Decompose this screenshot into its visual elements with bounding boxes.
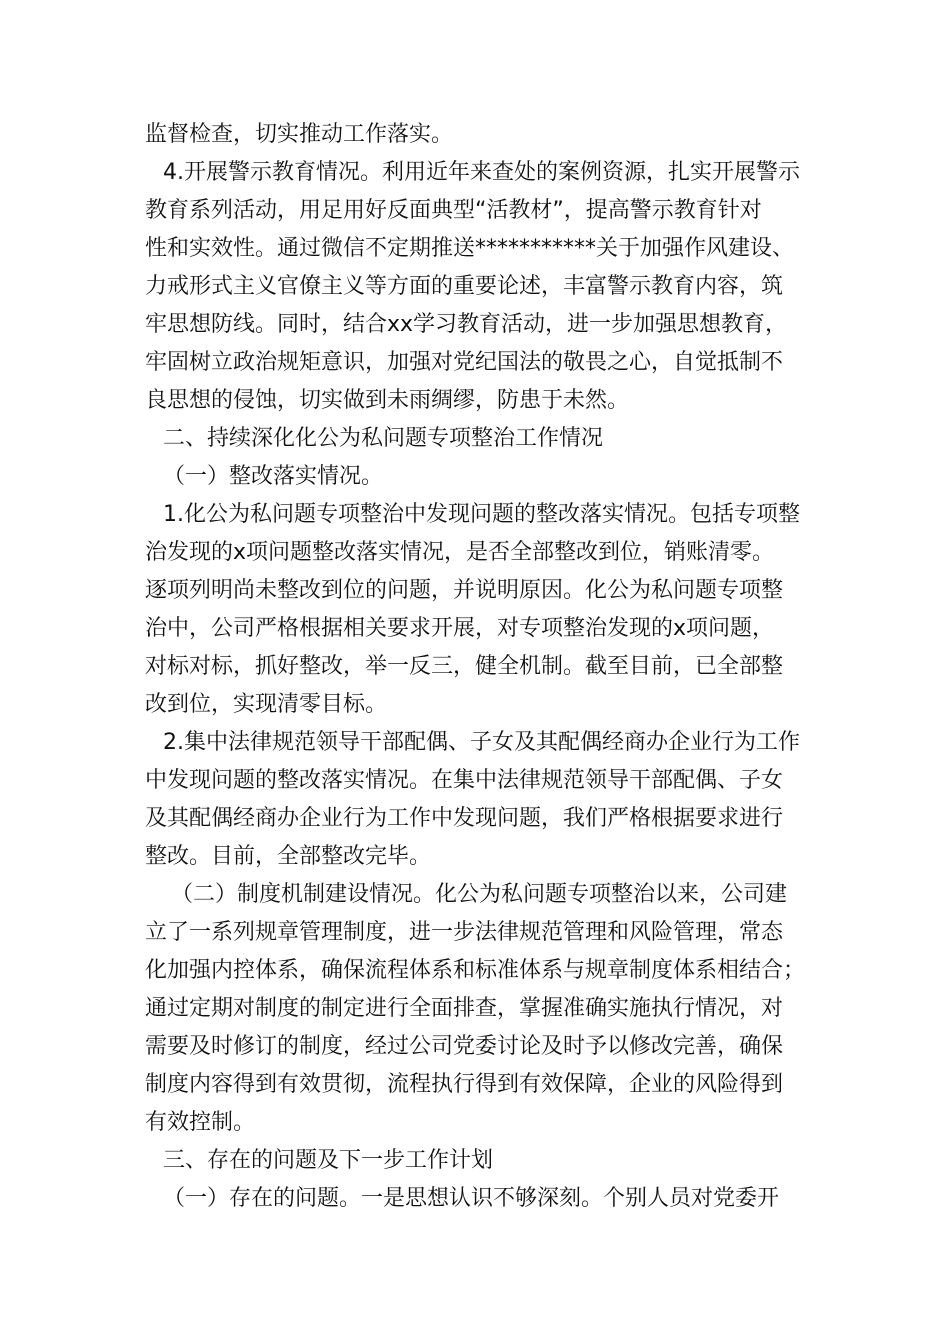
subsection-heading: （一）存在的问题。一是思想认识不够深刻。个别人员对党委开	[163, 1186, 780, 1211]
text-line: 良思想的侵蚀，切实做到未雨绸缪，防患于未然。	[145, 388, 630, 413]
text-line: 4.开展警示教育情况。利用近年来查处的案例资源，扎实开展警示	[163, 160, 800, 185]
text-line: 治中，公司严格根据相关要求开展，对专项整治发现的x项问题，	[145, 616, 775, 641]
text-line: 治发现的x项问题整改落实情况，是否全部整改到位，销账清零。	[145, 540, 775, 565]
text-line: 改到位，实现清零目标。	[145, 692, 388, 717]
text-line: 监督检查，切实推动工作落实。	[145, 122, 454, 147]
text-line: 牢思想防线。同时，结合xx学习教育活动，进一步加强思想教育，	[145, 312, 788, 337]
text-line: 教育系列活动，用足用好反面典型“活教材”，提高警示教育针对	[145, 198, 762, 223]
text-line: 1.化公为私问题专项整治中发现问题的整改落实情况。包括专项整	[163, 502, 800, 527]
document-body	[145, 116, 825, 1218]
text-line: 化加强内控体系，确保流程体系和标准体系与规章制度体系相结合；	[145, 958, 806, 983]
text-line: 及其配偶经商办企业行为工作中发现问题，我们严格根据要求进行	[145, 806, 784, 831]
text-line: 力戒形式主义官僚主义等方面的重要论述，丰富警示教育内容，筑	[145, 274, 784, 299]
subsection-heading: （二）制度机制建设情况。化公为私问题专项整治以来，公司建	[171, 882, 788, 907]
section-heading: 二、持续深化化公为私问题专项整治工作情况	[163, 426, 604, 451]
text-line: 制度内容得到有效贯彻，流程执行得到有效保障，企业的风险得到	[145, 1072, 784, 1097]
text-line: 逐项列明尚未整改到位的问题，并说明原因。化公为私问题专项整	[145, 578, 784, 603]
text-line: 牢固树立政治规矩意识，加强对党纪国法的敬畏之心，自觉抵制不	[145, 350, 784, 375]
subsection-heading: （一）整改落实情况。	[163, 464, 384, 489]
text-line: 中发现问题的整改落实情况。在集中法律规范领导干部配偶、子女	[145, 768, 784, 793]
text-line: 通过定期对制度的制定进行全面排查，掌握准确实施执行情况，对	[145, 996, 784, 1021]
text-line: 有效控制。	[145, 1110, 256, 1135]
section-heading: 三、存在的问题及下一步工作计划	[163, 1148, 494, 1173]
text-line: 对标对标，抓好整改，举一反三，健全机制。截至目前，已全部整	[145, 654, 784, 679]
text-line: 整改。目前，全部整改完毕。	[145, 844, 432, 869]
text-line: 立了一系列规章管理制度，进一步法律规范管理和风险管理，常态	[145, 920, 784, 945]
text-line: 性和实效性。通过微信不定期推送***********关于加强作风建设、	[145, 236, 795, 261]
text-line: 2.集中法律规范领导干部配偶、子女及其配偶经商办企业行为工作	[163, 730, 800, 755]
text-line: 需要及时修订的制度，经过公司党委讨论及时予以修改完善，确保	[145, 1034, 784, 1059]
